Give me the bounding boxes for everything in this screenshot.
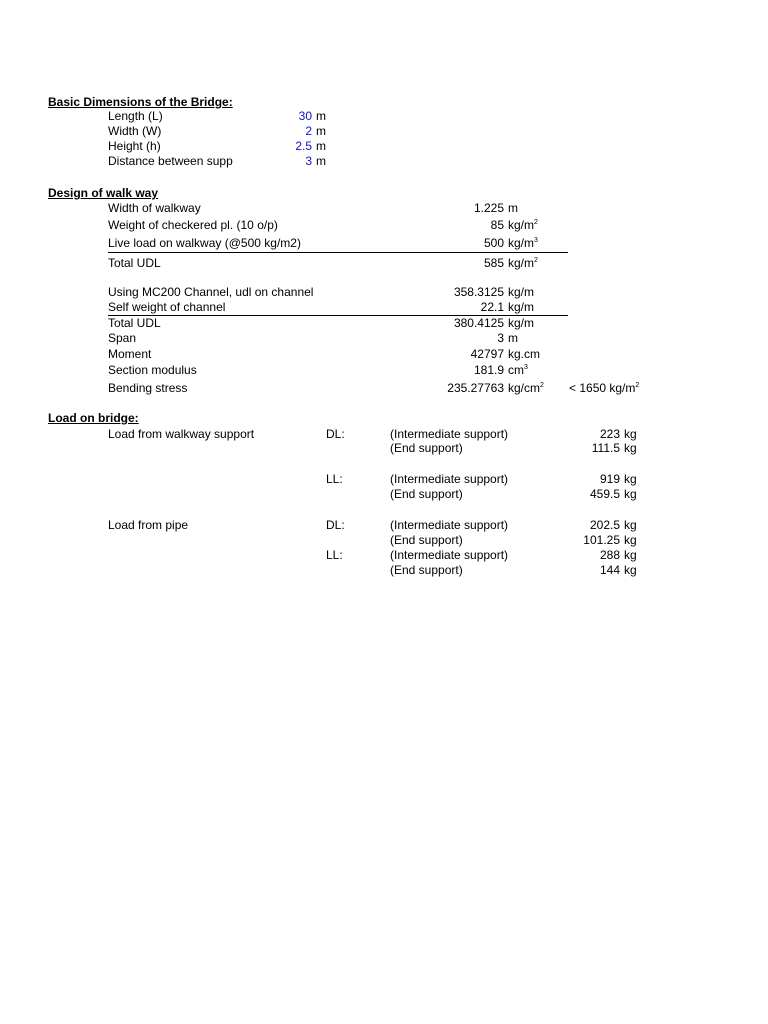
walkway-ll-intermediate-label: (Intermediate support) (390, 472, 509, 486)
length-label: Length (L) (108, 109, 163, 123)
checkered-plate-unit: $kg/m^2$ (508, 218, 538, 232)
self-weight-value: 22.1 (480, 300, 504, 314)
pipe-dl-tag: DL: (326, 518, 345, 532)
walkway-width-label: Width of walkway (108, 201, 201, 215)
bending-stress-label: Bending stress (108, 381, 188, 395)
total-udl-label-1: Total UDL (108, 256, 161, 270)
pipe-ll-intermediate-value: 288 (599, 548, 620, 562)
walkway-heading: Design of walk way (48, 186, 159, 200)
pipe-dl-end-unit: kg (624, 533, 637, 547)
pipe-ll-end-unit: kg (624, 563, 637, 577)
section-modulus-label: Section modulus (108, 363, 197, 377)
height-label: Height (h) (108, 139, 161, 153)
self-weight-unit: kg/m (508, 300, 535, 314)
pipe-load-label: Load from pipe (108, 518, 189, 532)
section-modulus-value: 181.9 (473, 363, 504, 377)
walkway-dl-intermediate-unit: kg (624, 427, 637, 441)
walkway-width-unit: m (508, 201, 518, 215)
width-unit: m (316, 124, 326, 138)
total-udl-unit-2: kg/m (508, 316, 535, 330)
walkway-dl-intermediate-value: 223 (599, 427, 620, 441)
total-udl-label-2: Total UDL (108, 316, 161, 330)
walkway-ll-end-unit: kg (624, 487, 637, 501)
walkway-ll-end-value: 459.5 (589, 487, 620, 501)
load-on-bridge-heading: Load on bridge: (48, 411, 139, 425)
bending-stress-unit: $kg/cm^2$ (508, 381, 544, 395)
allowable-stress-check: < 1650 $kg/m^2$ (569, 381, 640, 395)
height-unit: m (316, 139, 326, 153)
support-distance-unit: m (316, 154, 326, 168)
pipe-ll-tag: LL: (326, 548, 343, 562)
width-value: 2 (305, 124, 312, 138)
pipe-dl-end-label: (End support) (390, 533, 463, 547)
moment-label: Moment (108, 347, 152, 361)
walkway-dl-intermediate-label: (Intermediate support) (390, 427, 509, 441)
pipe-dl-intermediate-label: (Intermediate support) (390, 518, 509, 532)
channel-udl-value: 358.3125 (453, 285, 504, 299)
walkway-ll-intermediate-unit: kg (624, 472, 637, 486)
pipe-ll-end-label: (End support) (390, 563, 463, 577)
length-value: 30 (298, 109, 312, 123)
live-load-value: 500 (483, 236, 504, 250)
walkway-support-label: Load from walkway support (108, 427, 255, 441)
walkway-ll-end-label: (End support) (390, 487, 463, 501)
pipe-dl-intermediate-value: 202.5 (589, 518, 620, 532)
height-value: 2.5 (295, 139, 312, 153)
live-load-label: Live load on walkway (@500 kg/m2) (108, 236, 301, 250)
total-udl-value-2: 380.4125 (453, 316, 504, 330)
self-weight-label: Self weight of channel (108, 300, 226, 314)
basic-dimensions-heading: Basic Dimensions of the Bridge: (48, 95, 233, 109)
pipe-ll-intermediate-unit: kg (624, 548, 637, 562)
section-modulus-unit: $cm^3$ (508, 363, 528, 377)
support-distance-label: Distance between supp (108, 154, 233, 168)
walkway-dl-end-value: 111.5 (591, 441, 620, 455)
walkway-ll-intermediate-value: 919 (599, 472, 620, 486)
bending-stress-value: 235.27763 (447, 381, 504, 395)
walkway-dl-end-label: (End support) (390, 441, 463, 455)
pipe-dl-end-value: 101.25 (583, 533, 620, 547)
moment-unit: kg.cm (508, 347, 541, 361)
span-value: 3 (497, 331, 504, 345)
walkway-dl-end-unit: kg (624, 441, 637, 455)
total-udl-value-1: 585 (483, 256, 504, 270)
live-load-unit: $kg/m^3$ (508, 236, 538, 250)
moment-value: 42797 (470, 347, 504, 361)
span-unit: m (508, 331, 518, 345)
channel-udl-label: Using MC200 Channel, udl on channel (108, 285, 314, 299)
checkered-plate-value: 85 (490, 218, 504, 232)
total-rule-1 (108, 252, 568, 253)
checkered-plate-label: Weight of checkered pl. (10 o/p) (108, 218, 278, 232)
pipe-ll-intermediate-label: (Intermediate support) (390, 548, 509, 562)
total-udl-unit-1: $kg/m^2$ (508, 256, 538, 270)
width-label: Width (W) (108, 124, 162, 138)
pipe-dl-intermediate-unit: kg (624, 518, 637, 532)
span-label: Span (108, 331, 137, 345)
support-distance-value: 3 (305, 154, 312, 168)
walkway-ll-tag: LL: (326, 472, 343, 486)
walkway-dl-tag: DL: (326, 427, 345, 441)
length-unit: m (316, 109, 326, 123)
walkway-width-value: 1.225 (473, 201, 504, 215)
pipe-ll-end-value: 144 (599, 563, 620, 577)
channel-udl-unit: kg/m (508, 285, 535, 299)
